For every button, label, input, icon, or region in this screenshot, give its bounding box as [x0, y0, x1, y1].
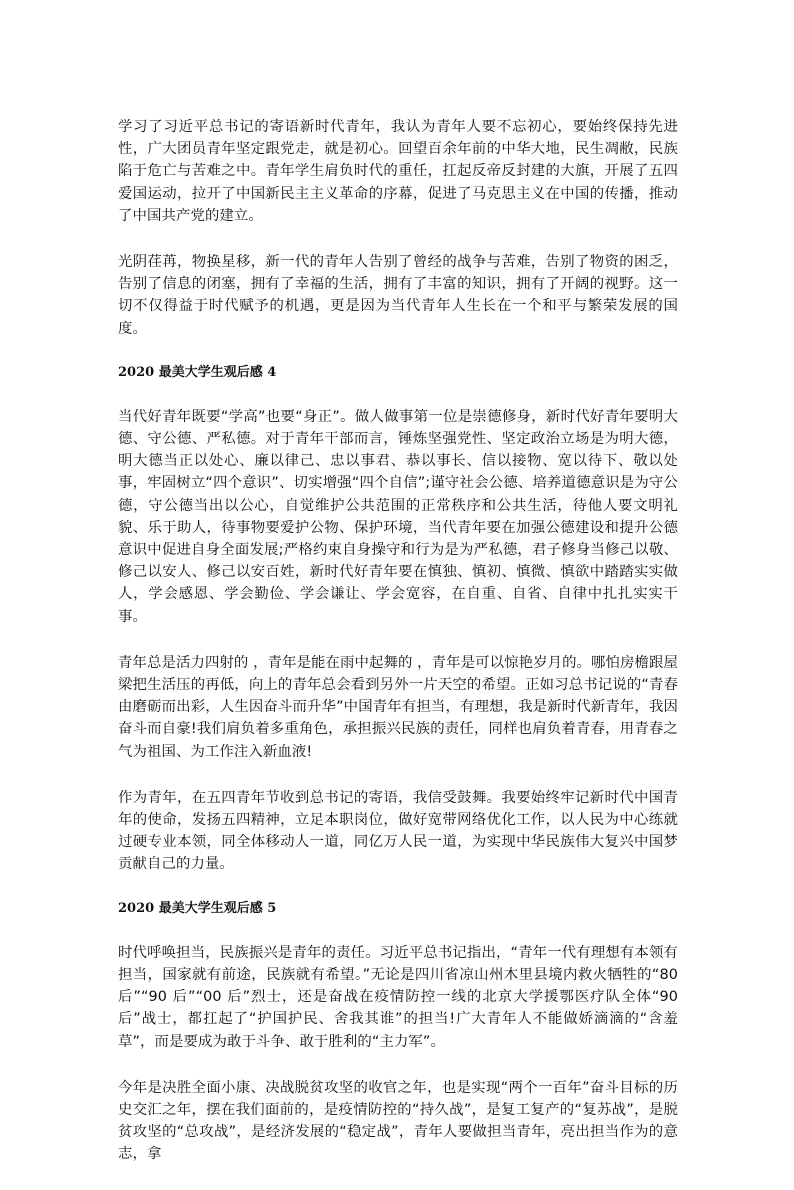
- section-heading: 2020 最美大学生观后感 4: [118, 364, 277, 380]
- paragraph: 青年总是活力四射的 ，青年是能在雨中起舞的 ，青年是可以惊艳岁月的。哪怕房檐跟屋梁把生活压的再低，向上的青年总会看到另外一片天空的希望。正如习总书记说的“青春由磨砺而出彩，人生因奋斗而升华”中国青年有担当，有理想，我是新时代新青年，我因奋斗而自豪!我们肩负着多重角色，承担振兴民族的责任，同样也肩负着青春，用青春之气为祖国、为工作注入新血液!: [118, 654, 678, 760]
- paragraph: 时代呼唤担当，民族振兴是青年的责任。习近平总书记指出，“青年一代有理想有本领有担当，国家就有前途，民族就有希望。”无论是四川省凉山州木里县境内救火牺牲的“80 后”“90 后”“00 后”烈士，还是奋战在疫情防控一线的北京大学援鄂医疗队全体“90 后”战士，都扛起了“护国护民、舍我其谁”的担当!广大青年人不能做娇滴滴的“含羞草”，而是要成为敢于斗争、敢于胜利的“主力军”。: [118, 944, 678, 1050]
- paragraph: 今年是决胜全面小康、决战脱贫攻坚的收官之年，也是实现“两个一百年”奋斗目标的历史交汇之年，摆在我们面前的，是疫情防控的“持久战”，是复工复产的“复苏战”，是脱贫攻坚的“总攻战”，是经济发展的“稳定战”，青年人要做担当青年，亮出担当作为的意志，拿: [118, 1079, 678, 1163]
- section-heading: 2020 最美大学生观后感 5: [118, 900, 277, 916]
- paragraph: 光阴荏苒，物换星移，新一代的青年人告别了曾经的战争与苦难，告别了物资的困乏，告别了信息的闭塞，拥有了幸福的生活，拥有了丰富的知识，拥有了开阔的视野。这一切不仅得益于时代赋予的机遇，更是因为当代青年人生长在一个和平与繁荣发展的国度。: [118, 254, 678, 337]
- paragraph: 学习了习近平总书记的寄语新时代青年，我认为青年人要不忘初心，要始终保持先进性，广大团员青年坚定跟党走，就是初心。回望百余年前的中华大地，民生凋敝，民族陷于危亡与苦难之中。青年学生肩负时代的重任，扛起反帝反封建的大旗，开展了五四爱国运动，拉开了中国新民主主义革命的序幕，促进了马克思主义在中国的传播，推动了中国共产党的建立。: [118, 119, 678, 224]
- document-page: [118, 116, 678, 1190]
- paragraph: 当代好青年既要“学高”也要“身正”。做人做事第一位是崇德修身，新时代好青年要明大德、守公德、严私德。对于青年干部而言，锤炼坚强党性、坚定政治立场是为明大德，明大德当正以处心、廉以律己、忠以事君、恭以事长、信以接物、宽以待下、敬以处事，牢固树立“四个意识”、切实增强“四个自信”;谨守社会公德、培养道德意识是为守公德，守公德当出以公心，自觉维护公共范围的正常秩序和公共生活，待他人要文明礼貌、乐于助人，待事物要爱护公物、保护环境，当代青年要在加强公德建设和提升公德意识中促进自身全面发展;严格约束自身操守和行为是为严私德，君子修身当修己以敬、修己以安人、修己以安百姓，新时代好青年要在慎独、慎初、慎微、慎欲中踏踏实实做人，学会感恩、学会勤俭、学会谦让、学会宽容，在自重、自省、自律中扎扎实实干事。: [118, 408, 678, 625]
- paragraph: 作为青年，在五四青年节收到总书记的寄语，我信受鼓舞。我要始终牢记新时代中国青年的使命，发扬五四精神，立足本职岗位，做好宽带网络优化工作，以人民为中心练就过硬专业本领，同全体移动人一道，同亿万人民一道，为实现中华民族伟大复兴中国梦贡献自己的力量。: [118, 789, 678, 873]
